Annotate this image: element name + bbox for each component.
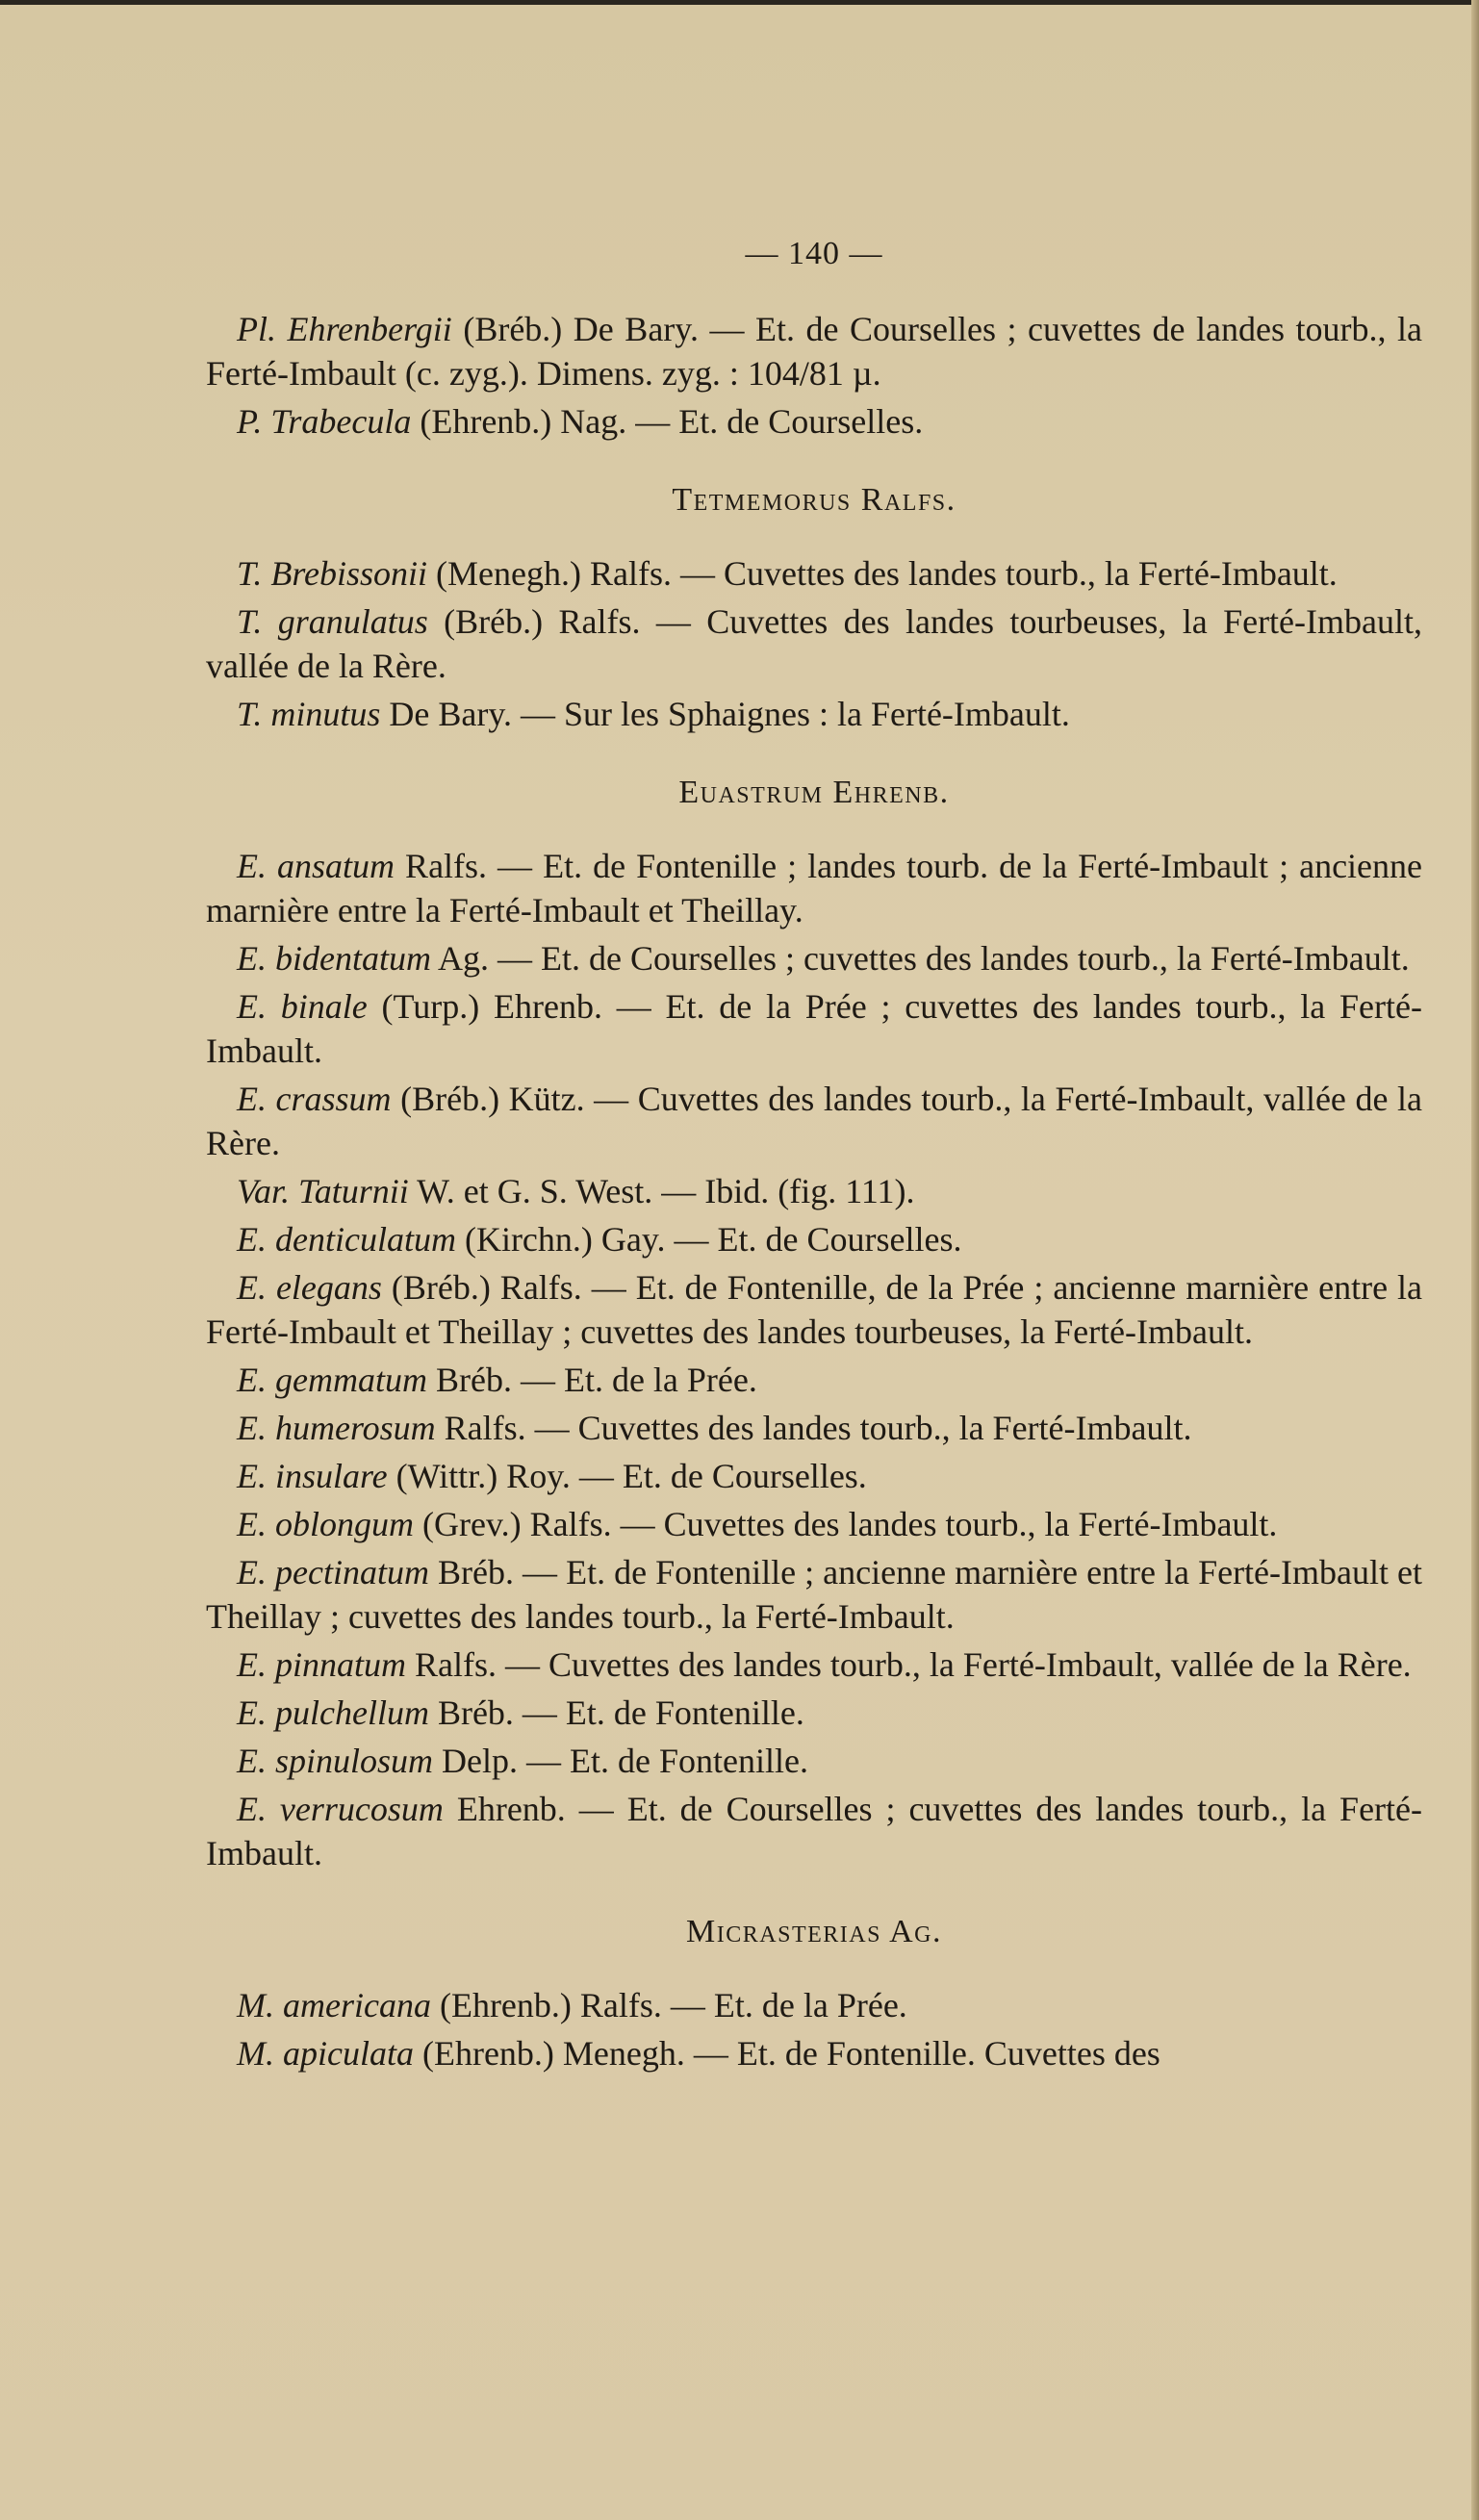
species-text: Ag. — Et. de Courselles ; cuvettes des landes tourb., la Ferté-Imbault. <box>430 939 1410 978</box>
species-entry <box>206 1691 1422 1735</box>
species-entry <box>206 551 1422 596</box>
species-text: (Ehrenb.) Ralfs. — Et. de la Prée. <box>430 1986 907 2024</box>
species-text: (Ehrenb.) Nag. — Et. de Courselles. <box>411 402 924 441</box>
species-entry <box>206 692 1422 736</box>
entries-tetmemorus <box>206 551 1422 736</box>
species-text: Ralfs. — Cuvettes des landes tourb., la Ferté-Imbault. <box>435 1409 1192 1447</box>
species-entry <box>206 599 1422 688</box>
species-name: E. gemmatum <box>237 1361 427 1399</box>
species-entry <box>206 1642 1422 1687</box>
species-name: Pl. Ehrenbergii <box>237 310 452 348</box>
species-text: (Bréb.) Kütz. — Cuvettes des landes tourb., la Ferté-Imbault, vallée de la Rère. <box>206 1080 1422 1162</box>
species-entry <box>206 1217 1422 1261</box>
section-heading-euastrum: Euastrum Ehrenb. <box>678 775 950 810</box>
species-name: T. Brebissonii <box>237 554 428 593</box>
species-text: (Menegh.) Ralfs. — Cuvettes des landes tourb., la Ferté-Imbault. <box>427 554 1338 593</box>
species-entry <box>206 399 1422 444</box>
entries-micrasterias <box>206 1983 1422 2075</box>
species-entry <box>206 1169 1422 1213</box>
species-text: Ehrenb. — Et. de Courselles ; cuvettes des landes tourb., la Ferté-Imbault. <box>206 1790 1423 1872</box>
species-text: Bréb. — Et. de Fontenille. <box>428 1693 804 1732</box>
species-name: T. minutus <box>237 695 381 733</box>
species-entry <box>206 1406 1422 1450</box>
species-text: Bréb. — Et. de la Prée. <box>426 1361 757 1399</box>
species-entry <box>206 1787 1422 1875</box>
section-heading-micrasterias: Micrasterias Ag. <box>686 1914 942 1949</box>
species-text: Delp. — Et. de Fontenille. <box>433 1742 808 1780</box>
species-text: (Bréb.) Ralfs. — Et. de Fontenille, de la Prée ; ancienne marnière entre la Ferté-Imbault et Theillay ; cuvettes des landes tourbeuses, la Ferté-Imbault. <box>206 1268 1422 1351</box>
species-entry <box>206 2031 1422 2075</box>
species-name: M. apiculata <box>237 2034 414 2073</box>
species-name: E. elegans <box>237 1268 382 1307</box>
species-name: E. binale <box>237 987 368 1026</box>
species-name: Var. Taturnii <box>237 1172 409 1210</box>
species-entry <box>206 1077 1422 1165</box>
species-name: E. pectinatum <box>237 1553 429 1591</box>
species-name: E. insulare <box>237 1457 388 1495</box>
species-name: T. granulatus <box>237 602 428 641</box>
species-text: (Bréb.) De Bary. — Et. de Courselles ; cuvettes de landes tourb., la Ferté-Imbault (c. zyg.). Dimens. zyg. : 104/81 µ. <box>206 310 1422 393</box>
species-name: E. bidentatum <box>237 939 431 978</box>
species-text: (Bréb.) Ralfs. — Cuvettes des landes tourbeuses, la Ferté-Imbault, vallée de la Rère. <box>206 602 1423 685</box>
species-name: E. oblongum <box>237 1505 414 1543</box>
entries-top <box>206 307 1422 444</box>
top-edge-line <box>0 0 1479 5</box>
species-text: Bréb. — Et. de Fontenille ; ancienne marnière entre la Ferté-Imbault et Theillay ; cuvettes des landes tourb., la Ferté-Imbault. <box>206 1553 1423 1636</box>
species-entry <box>206 1550 1422 1639</box>
species-name: E. crassum <box>237 1080 392 1118</box>
species-text: (Kirchn.) Gay. — Et. de Courselles. <box>455 1220 962 1259</box>
species-name: E. humerosum <box>237 1409 436 1447</box>
species-text: De Bary. — Sur les Sphaignes : la Ferté-Imbault. <box>380 695 1070 733</box>
species-text: (Ehrenb.) Menegh. — Et. de Fontenille. Cuvettes des <box>413 2034 1160 2073</box>
section-heading-tetmemorus: Tetmemorus Ralfs. <box>672 482 956 518</box>
species-text: Ralfs. — Et. de Fontenille ; landes tourb. de la Ferté-Imbault ; ancienne marnière entre la Ferté-Imbault et Theillay. <box>206 847 1423 929</box>
page-right-edge <box>1471 0 1479 2520</box>
species-entry <box>206 1454 1422 1498</box>
species-name: E. pulchellum <box>237 1693 429 1732</box>
species-text: (Grev.) Ralfs. — Cuvettes des landes tourb., la Ferté-Imbault. <box>414 1505 1278 1543</box>
species-entry <box>206 984 1422 1073</box>
species-entry <box>206 1983 1422 2027</box>
species-entry <box>206 1358 1422 1402</box>
species-entry <box>206 936 1422 980</box>
species-name: E. denticulatum <box>237 1220 456 1259</box>
page-content <box>206 236 1422 2079</box>
species-entry <box>206 307 1422 395</box>
species-entry <box>206 1265 1422 1354</box>
species-text: (Turp.) Ehrenb. — Et. de la Prée ; cuvettes des landes tourb., la Ferté-Imbault. <box>206 987 1422 1070</box>
species-entry <box>206 1502 1422 1546</box>
species-entry <box>206 1739 1422 1783</box>
species-text: (Wittr.) Roy. — Et. de Courselles. <box>387 1457 867 1495</box>
species-name: E. pinnatum <box>237 1645 406 1684</box>
species-name: E. verrucosum <box>237 1790 444 1828</box>
entries-euastrum <box>206 844 1422 1875</box>
species-name: M. americana <box>237 1986 431 2024</box>
page-number: — 140 — <box>745 236 883 271</box>
species-name: P. Trabecula <box>237 402 412 441</box>
species-name: E. spinulosum <box>237 1742 434 1780</box>
species-text: Ralfs. — Cuvettes des landes tourb., la Ferté-Imbault, vallée de la Rère. <box>406 1645 1412 1684</box>
species-text: W. et G. S. West. — Ibid. (fig. 111). <box>408 1172 915 1210</box>
species-name: E. ansatum <box>237 847 395 885</box>
species-entry <box>206 844 1422 932</box>
